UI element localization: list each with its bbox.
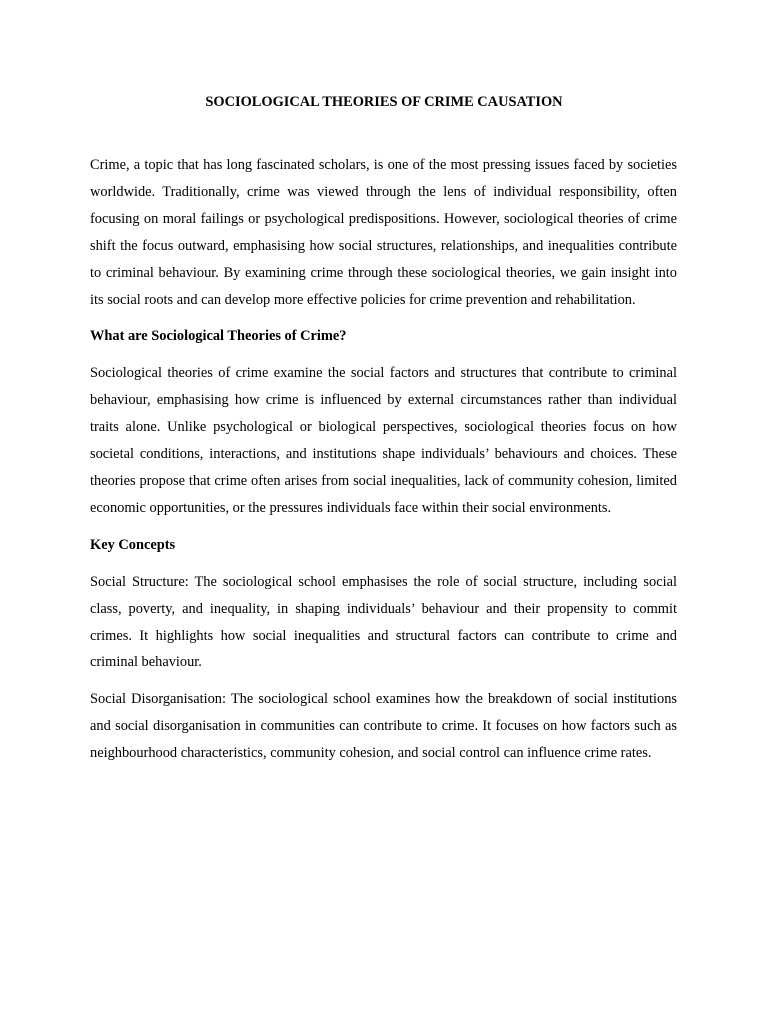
section-paragraph-sociological-theories: Sociological theories of crime examine the social factors and structures that contribute to criminal behaviour, emphasising how crime is influenced by external circumstances rather than individual traits alone. Unlike psychological or biological perspectives, sociological theories focus on how societal conditions, interactions, and institutions shape individuals’ behaviours and choices. These theories propose that crime often arises from social inequalities, lack of community cohesion, limited economic opportunities, or the pressures individuals face within their social environments. (90, 365, 677, 516)
intro-paragraph: Crime, a topic that has long fascinated scholars, is one of the most pressing issues faced by societies worldwide. Traditionally, crime was viewed through the lens of individual responsibility, often focusing on moral failings or psychological predispositions. However, sociological theories of crime shift the focus outward, emphasising how social structures, relationships, and inequalities contribute to criminal behaviour. By examining crime through these sociological theories, we gain insight into its social roots and can develop more effective policies for crime prevention and rehabilitation. (90, 157, 677, 308)
section-heading-sociological-theories: What are Sociological Theories of Crime? (90, 328, 347, 345)
document-title: SOCIOLOGICAL THEORIES OF CRIME CAUSATION (205, 94, 563, 110)
paragraph-social-structure: Social Structure: The sociological school emphasises the role of social structure, including social class, poverty, and inequality, in shaping individuals’ behaviour and their propensity to commit crimes. It highlights how social inequalities and structural factors can contribute to crime and criminal behaviour. (90, 573, 677, 671)
paragraph-social-disorganisation: Social Disorganisation: The sociological school examines how the breakdown of social institutions and social disorganisation in communities can contribute to crime. It focuses on how factors such as neighbourhood characteristics, community cohesion, and social control can influence crime rates. (90, 691, 677, 762)
section-heading-key-concepts: Key Concepts (90, 536, 176, 553)
document-body (90, 152, 677, 777)
